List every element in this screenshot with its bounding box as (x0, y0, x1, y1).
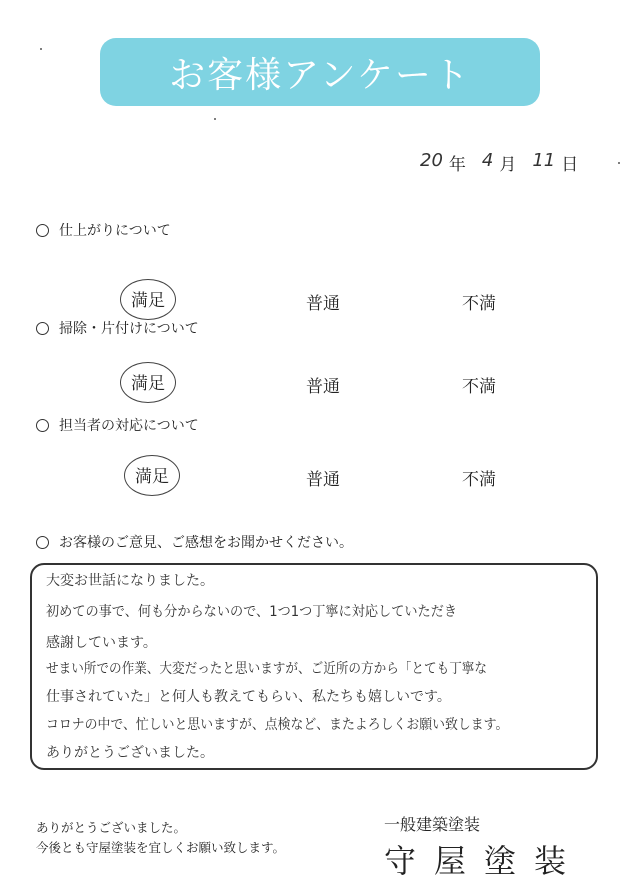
circle-bullet-icon (36, 419, 49, 432)
circle-bullet-icon (36, 322, 49, 335)
comment-line: コロナの中で、忙しいと思いますが、点検など、またよろしくお願い致します。 (46, 717, 509, 733)
comment-line: 初めての事で、何も分からないので、1つ1つ丁寧に対応していただき (46, 604, 458, 620)
choice-satisfied-selected[interactable]: 満足 (120, 279, 176, 320)
company-name: 守屋塗装 (384, 842, 585, 880)
choice-dissatisfied[interactable]: 不満 (462, 377, 496, 397)
comment-line: 感謝しています。 (46, 635, 157, 651)
question-label: 掃除・片付けについて (59, 321, 199, 337)
company-type: 一般建築塗装 (384, 815, 481, 834)
comment-line: せまい所での作業、大変だったと思いますが、ご近所の方から「とても丁寧な (46, 661, 487, 677)
date-month-unit: 月 (499, 155, 517, 175)
date-month-value: 4 (481, 150, 494, 171)
survey-date (420, 150, 594, 175)
circle-bullet-icon (36, 224, 49, 237)
comment-prompt-label: お客様のご意見、ご感想をお聞かせください。 (59, 535, 353, 551)
footer-thanks-line2: 今後とも守屋塗装を宜しくお願い致します。 (36, 840, 286, 855)
date-day-value: 11 (532, 150, 556, 171)
choice-dissatisfied[interactable]: 不満 (462, 470, 496, 490)
comment-line: ありがとうございました。 (46, 745, 214, 761)
choice-satisfied-selected[interactable]: 満足 (124, 455, 180, 496)
scan-speck (214, 118, 216, 120)
footer-thanks-line1: ありがとうございました。 (36, 820, 187, 835)
comment-prompt (36, 532, 353, 552)
circle-bullet-icon (36, 536, 49, 549)
choice-satisfied-selected[interactable]: 満足 (120, 362, 176, 403)
comment-line: 仕事されていた」と何人も教えてもらい、私たちも嬉しいです。 (46, 689, 451, 705)
choice-dissatisfied[interactable]: 不満 (462, 294, 496, 314)
choice-normal[interactable]: 普通 (306, 470, 340, 490)
date-year-unit: 年 (448, 155, 466, 175)
page-title: お客様アンケート (169, 54, 471, 96)
scan-speck (618, 162, 620, 164)
title-banner (100, 38, 540, 106)
question-label: 担当者の対応について (59, 418, 199, 434)
comment-line: 大変お世話になりました。 (46, 573, 214, 589)
question-finish (36, 220, 171, 240)
question-staff (36, 415, 199, 435)
date-day-unit: 日 (561, 155, 579, 175)
choice-normal[interactable]: 普通 (306, 377, 340, 397)
choice-normal[interactable]: 普通 (306, 294, 340, 314)
question-label: 仕上がりについて (59, 223, 171, 239)
question-cleanup (36, 318, 199, 338)
scan-speck (40, 48, 42, 50)
date-year-value: 20 (420, 150, 443, 171)
